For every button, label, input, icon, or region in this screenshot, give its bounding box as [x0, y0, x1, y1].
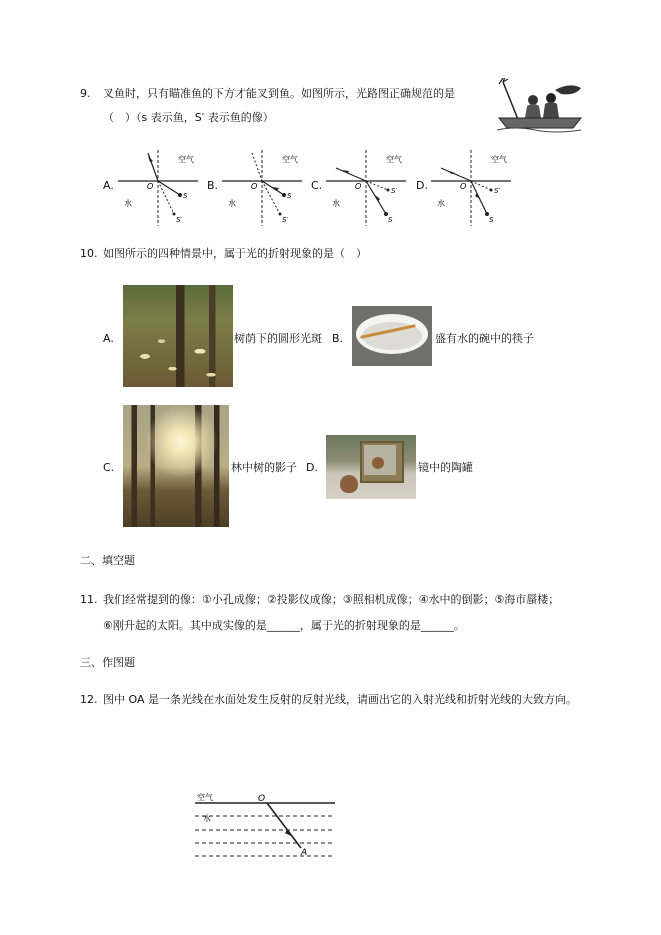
- section-3-heading: 三、作图题: [80, 656, 135, 669]
- q9-option-b-diagram: [222, 148, 310, 228]
- q12-a-label: A: [301, 848, 308, 858]
- q11-line2-part-c: 。: [453, 619, 465, 632]
- q9d-air-label: 空气: [491, 155, 507, 164]
- question-11-text-line1: 我们经常提到的像：①小孔成像；②投影仪成像；③照相机成像；④水中的倒影；⑤海市蜃楼；: [103, 593, 560, 606]
- question-11-number: 11.: [80, 593, 98, 606]
- q9c-o-label: O: [355, 182, 362, 191]
- question-10-number: 10.: [80, 247, 98, 260]
- q9b-water-label: 水: [228, 199, 236, 208]
- q9d-sp-label: S′: [494, 187, 501, 195]
- q12-air-label: 空气: [197, 793, 213, 802]
- question-9-text-line1: 叉鱼时，只有瞄准鱼的下方才能叉到鱼。如图所示，光路图正确规范的是: [103, 87, 455, 100]
- q10-option-b-caption: 盛有水的碗中的筷子: [435, 332, 534, 345]
- question-12-number: 12.: [80, 693, 98, 706]
- q12-o-label: O: [258, 794, 266, 804]
- q9a-air-label: 空气: [178, 155, 194, 164]
- q9c-air-label: 空气: [386, 155, 402, 164]
- q9-option-d-letter[interactable]: D.: [416, 179, 428, 192]
- q11-line2-part-b: ，属于光的折射现象的是: [299, 619, 421, 632]
- q9-option-a-letter[interactable]: A.: [103, 179, 114, 192]
- q10-option-d-caption: 镜中的陶罐: [418, 461, 473, 474]
- q9d-water-label: 水: [437, 199, 445, 208]
- q11-blank-2[interactable]: ______: [420, 619, 454, 632]
- question-11-text-line2: [103, 619, 465, 633]
- question-9-number: 9.: [80, 87, 91, 100]
- section-2-heading: 二、填空题: [80, 554, 135, 567]
- q11-line2-part-a: ⑥刚升起的太阳。其中成实像的是: [103, 619, 267, 632]
- q9b-air-label: 空气: [282, 155, 298, 164]
- q10-option-d-letter[interactable]: D.: [306, 461, 318, 474]
- q12-water-surface-diagram: [195, 790, 340, 862]
- question-10-text: 如图所示的四种情景中，属于光的折射现象的是（ ）: [103, 247, 367, 260]
- q9a-o-label: O: [147, 182, 154, 191]
- q9d-o-label: O: [460, 182, 467, 191]
- chopsticks-in-bowl-photo: [352, 306, 432, 366]
- q10-option-a-letter[interactable]: A.: [103, 332, 114, 345]
- q10-option-c-caption: 林中树的影子: [231, 461, 297, 474]
- question-9-text-line2: （ ）（s 表示鱼，S′ 表示鱼的像）: [103, 111, 274, 124]
- q9-option-d-diagram: [431, 148, 519, 228]
- q9a-water-label: 水: [124, 199, 132, 208]
- q9b-o-label: O: [251, 182, 258, 191]
- forest-tree-shadows-photo: [123, 405, 229, 527]
- q10-option-c-letter[interactable]: C.: [103, 461, 115, 474]
- q9c-sp-label: S′: [391, 187, 398, 195]
- q9-option-c-diagram: [326, 148, 414, 228]
- q9-option-b-letter[interactable]: B.: [207, 179, 219, 192]
- mirror-clay-pot-photo: [326, 435, 416, 499]
- q9a-sp-label: S′: [176, 216, 183, 224]
- q9-option-a-diagram: [118, 148, 206, 228]
- q9-option-c-letter[interactable]: C.: [311, 179, 323, 192]
- q9c-water-label: 水: [332, 199, 340, 208]
- q10-option-a-caption: 树荫下的圆形光斑: [234, 332, 322, 345]
- question-12-text: 图中 OA 是一条光线在水面处发生反射的反射光线，请画出它的入射光线和折射光线的大致方向。: [103, 693, 577, 706]
- q9c-s-label: S: [388, 216, 393, 224]
- q12-water-label: 水: [203, 814, 211, 823]
- fisherman-illustration: [495, 78, 583, 133]
- q9b-s-label: S: [287, 192, 292, 200]
- q11-blank-1[interactable]: ______: [266, 619, 300, 632]
- q9a-s-label: S: [183, 192, 188, 200]
- q9d-s-label: S: [489, 216, 494, 224]
- q10-option-b-letter[interactable]: B.: [332, 332, 344, 345]
- q9b-sp-label: S′: [282, 216, 289, 224]
- tree-shade-light-spots-photo: [123, 285, 233, 387]
